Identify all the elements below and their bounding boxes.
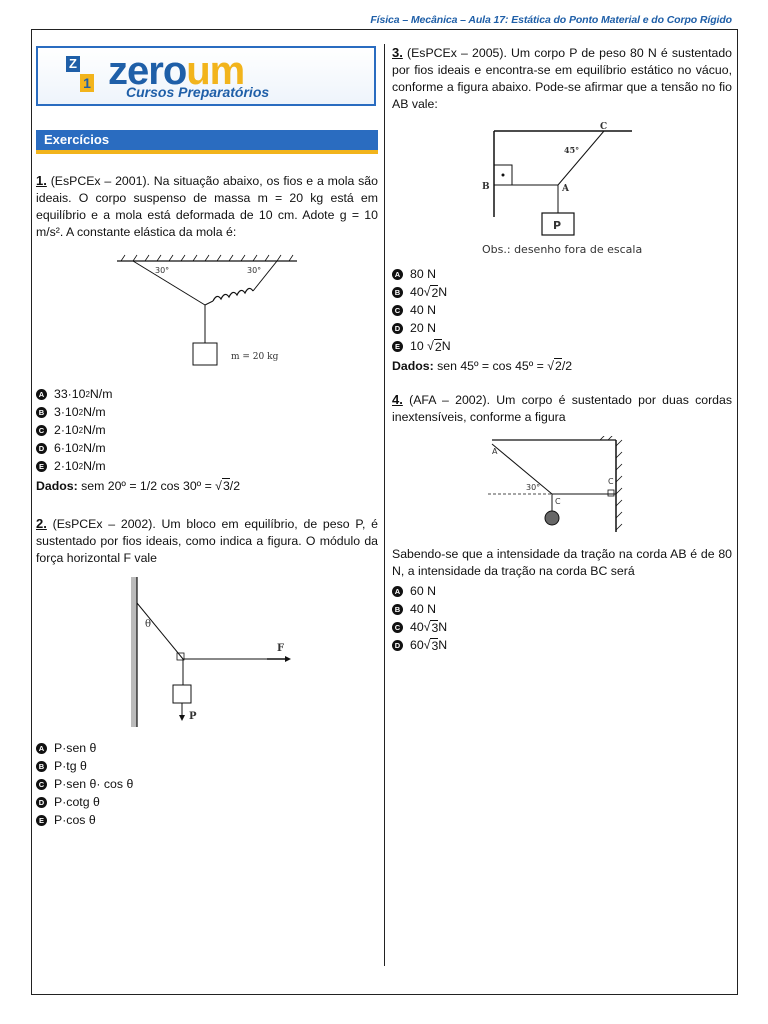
logo-subtitle: Cursos Preparatórios [126,84,270,100]
q3-dados-label: Dados: [392,359,434,373]
option-letter-badge: B [392,604,403,615]
option-item[interactable] [392,265,732,283]
option-pre: 60√ [410,638,431,652]
option-radicand: 2 [434,339,442,354]
question-1-figure [107,253,307,373]
section-title: Exercícios [36,130,378,154]
option-post: N [441,339,451,353]
question-1-dados [36,479,378,493]
option-unit: N/m [89,387,113,401]
option-item[interactable] [392,600,732,618]
question-3 [392,44,732,113]
option-unit: N/m [83,405,106,419]
option-post: N [438,620,448,634]
column-divider [384,44,385,966]
question-2-number: 2. [36,516,47,531]
option-unit: N/m [83,441,106,455]
question-4-options [392,582,732,654]
option-letter-badge: D [36,797,47,808]
option-base: 33·10 [54,387,86,401]
left-column [36,44,378,829]
option-item[interactable] [392,582,732,600]
option-exponent: 2 [85,389,90,399]
question-1-text: (EsPCEx – 2001). Na situação abaixo, os fios e a mola são ideais. O corpo suspenso de massa m = 20 kg está em equilíbrio e a mola está deformada de 10 cm. Adote g = 10 m/s². A constante elástica da mola é: [36,174,378,239]
option-item[interactable] [392,283,732,301]
option-pre: 40 N [410,602,436,616]
q3-angle: 45° [564,145,580,155]
question-2-text: (EsPCEx – 2002). Um bloco em equilíbrio, de peso P, é sustentado por fios ideais, como indica a figura. O módulo da força horizontal F vale [36,517,379,565]
option-item[interactable] [36,439,378,457]
option-radicand: 3 [431,620,439,635]
q1-dados-post: /2 [229,479,241,493]
option-pre: 60 N [410,584,436,598]
q3-label-b: B [482,182,490,192]
q2-weight-label: P [189,711,197,722]
option-radicand: 3 [431,638,439,653]
option-letter-badge: D [36,443,47,454]
option-radicand: 2 [431,285,439,300]
option-unit: N/m [83,423,106,437]
question-3-text: (EsPCEx – 2005). Um corpo P de peso 80 N é sustentado por fios ideais e encontra-se em equilíbrio estático no vácuo, conforme a figura abaixo. Pode-se afirmar que a tensão no fio AB vale: [392,46,732,111]
logo-word-main: zero [108,49,187,93]
q4-label-a: A [492,447,498,456]
q3-dados-rad: 2 [555,359,562,373]
q1-dados-label: Dados: [36,479,78,493]
option-exponent: 2 [78,461,84,471]
zeroum-logo [36,46,376,106]
option-pre: 10 √ [410,339,434,353]
q1-angle-left: 30° [155,266,170,275]
q1-dados-pre: sem 20º = 1/2 cos 30º = √ [77,479,222,493]
option-pre: 40√ [410,620,431,634]
question-3-options [392,265,732,355]
option-letter-badge: D [392,640,403,651]
q4-label-c1: C [555,497,561,506]
option-item[interactable] [392,618,732,636]
option-item[interactable] [36,739,378,757]
option-item[interactable] [392,319,732,337]
option-letter-badge: D [392,323,403,334]
option-letter-badge: C [36,425,47,436]
q3-dados-pre: sen 45º = cos 45º = √ [433,359,555,373]
option-exponent: 2 [78,443,84,453]
question-4-number: 4. [392,392,403,407]
q3-label-c: C [600,122,608,132]
option-item[interactable] [36,403,378,421]
logo-word-accent: um [186,49,245,93]
q3-label-a: A [562,184,569,194]
option-text: P·sen θ· cos θ [54,777,134,791]
option-letter-badge: B [392,287,403,298]
q4-angle: 30° [526,483,541,492]
logo-mark-one: 1 [80,74,94,92]
option-exponent: 2 [78,407,84,417]
option-letter-badge: A [392,586,403,597]
question-4-text: (AFA – 2002). Um corpo é sustentado por duas cordas inextensíveis, conforme a figura [392,393,733,424]
option-text: P·cos θ [54,813,96,827]
option-pre: 40 N [410,303,436,317]
option-letter-badge: C [392,305,403,316]
q1-mass-label: m = 20 kg [231,352,279,362]
q1-dados-rad: 3 [222,479,230,493]
question-4 [392,391,732,426]
option-base: 6·10 [54,441,79,455]
q3-note: Obs.: desenho fora de escala [482,243,643,256]
option-letter-badge: B [36,761,47,772]
q1-angle-right: 30° [247,266,262,275]
option-letter-badge: E [392,341,403,352]
question-2-figure [117,573,297,733]
option-base: 3·10 [54,405,79,419]
option-text: P·cotg θ [54,795,100,809]
logo-mark-z: Z [66,56,80,72]
option-text: P·tg θ [54,759,87,773]
question-2-options [36,739,378,829]
option-exponent: 2 [78,425,84,435]
option-letter-badge: E [36,815,47,826]
question-3-dados [392,359,732,373]
option-letter-badge: C [36,779,47,790]
question-3-number: 3. [392,45,403,60]
q4-label-c2: C [608,477,614,486]
question-4-figure [482,436,642,536]
option-item[interactable] [36,757,378,775]
q2-theta-label: θ [145,619,152,630]
option-item[interactable] [36,457,378,475]
option-post: N [438,638,448,652]
option-pre: 80 N [410,267,436,281]
option-pre: 20 N [410,321,436,335]
question-4-followup: Sabendo-se que a intensidade da tração na corda AB é de 80 N, a intensidade da tração na corda BC será [392,547,732,578]
question-1-number: 1. [36,173,47,188]
option-item[interactable] [392,337,732,355]
q2-force-label: F [277,643,285,654]
option-letter-badge: B [36,407,47,418]
option-letter-badge: A [36,743,47,754]
logo-mark-icon [66,56,94,94]
option-item[interactable] [36,775,378,793]
option-item[interactable] [392,636,732,654]
q3-dados-post: /2 [561,359,573,373]
question-1-options [36,385,378,475]
option-pre: 40√ [410,285,431,299]
option-letter-badge: C [392,622,403,633]
option-base: 2·10 [54,423,79,437]
option-base: 2·10 [54,459,79,473]
option-text: P·sen θ [54,741,97,755]
option-item[interactable] [36,811,378,829]
option-post: N [438,285,448,299]
option-item[interactable] [36,793,378,811]
option-letter-badge: A [392,269,403,280]
option-letter-badge: A [36,389,47,400]
question-2 [36,515,378,567]
right-column [392,44,732,654]
option-letter-badge: E [36,461,47,472]
question-3-figure [472,121,652,261]
option-unit: N/m [83,459,106,473]
page-header-title: Física – Mecânica – Aula 17: Estática do Ponto Material e do Corpo Rígido [370,14,732,26]
option-item[interactable] [392,301,732,319]
option-item[interactable] [36,421,378,439]
q3-body-label: P [553,219,562,232]
question-1 [36,172,378,241]
option-item[interactable] [36,385,378,403]
